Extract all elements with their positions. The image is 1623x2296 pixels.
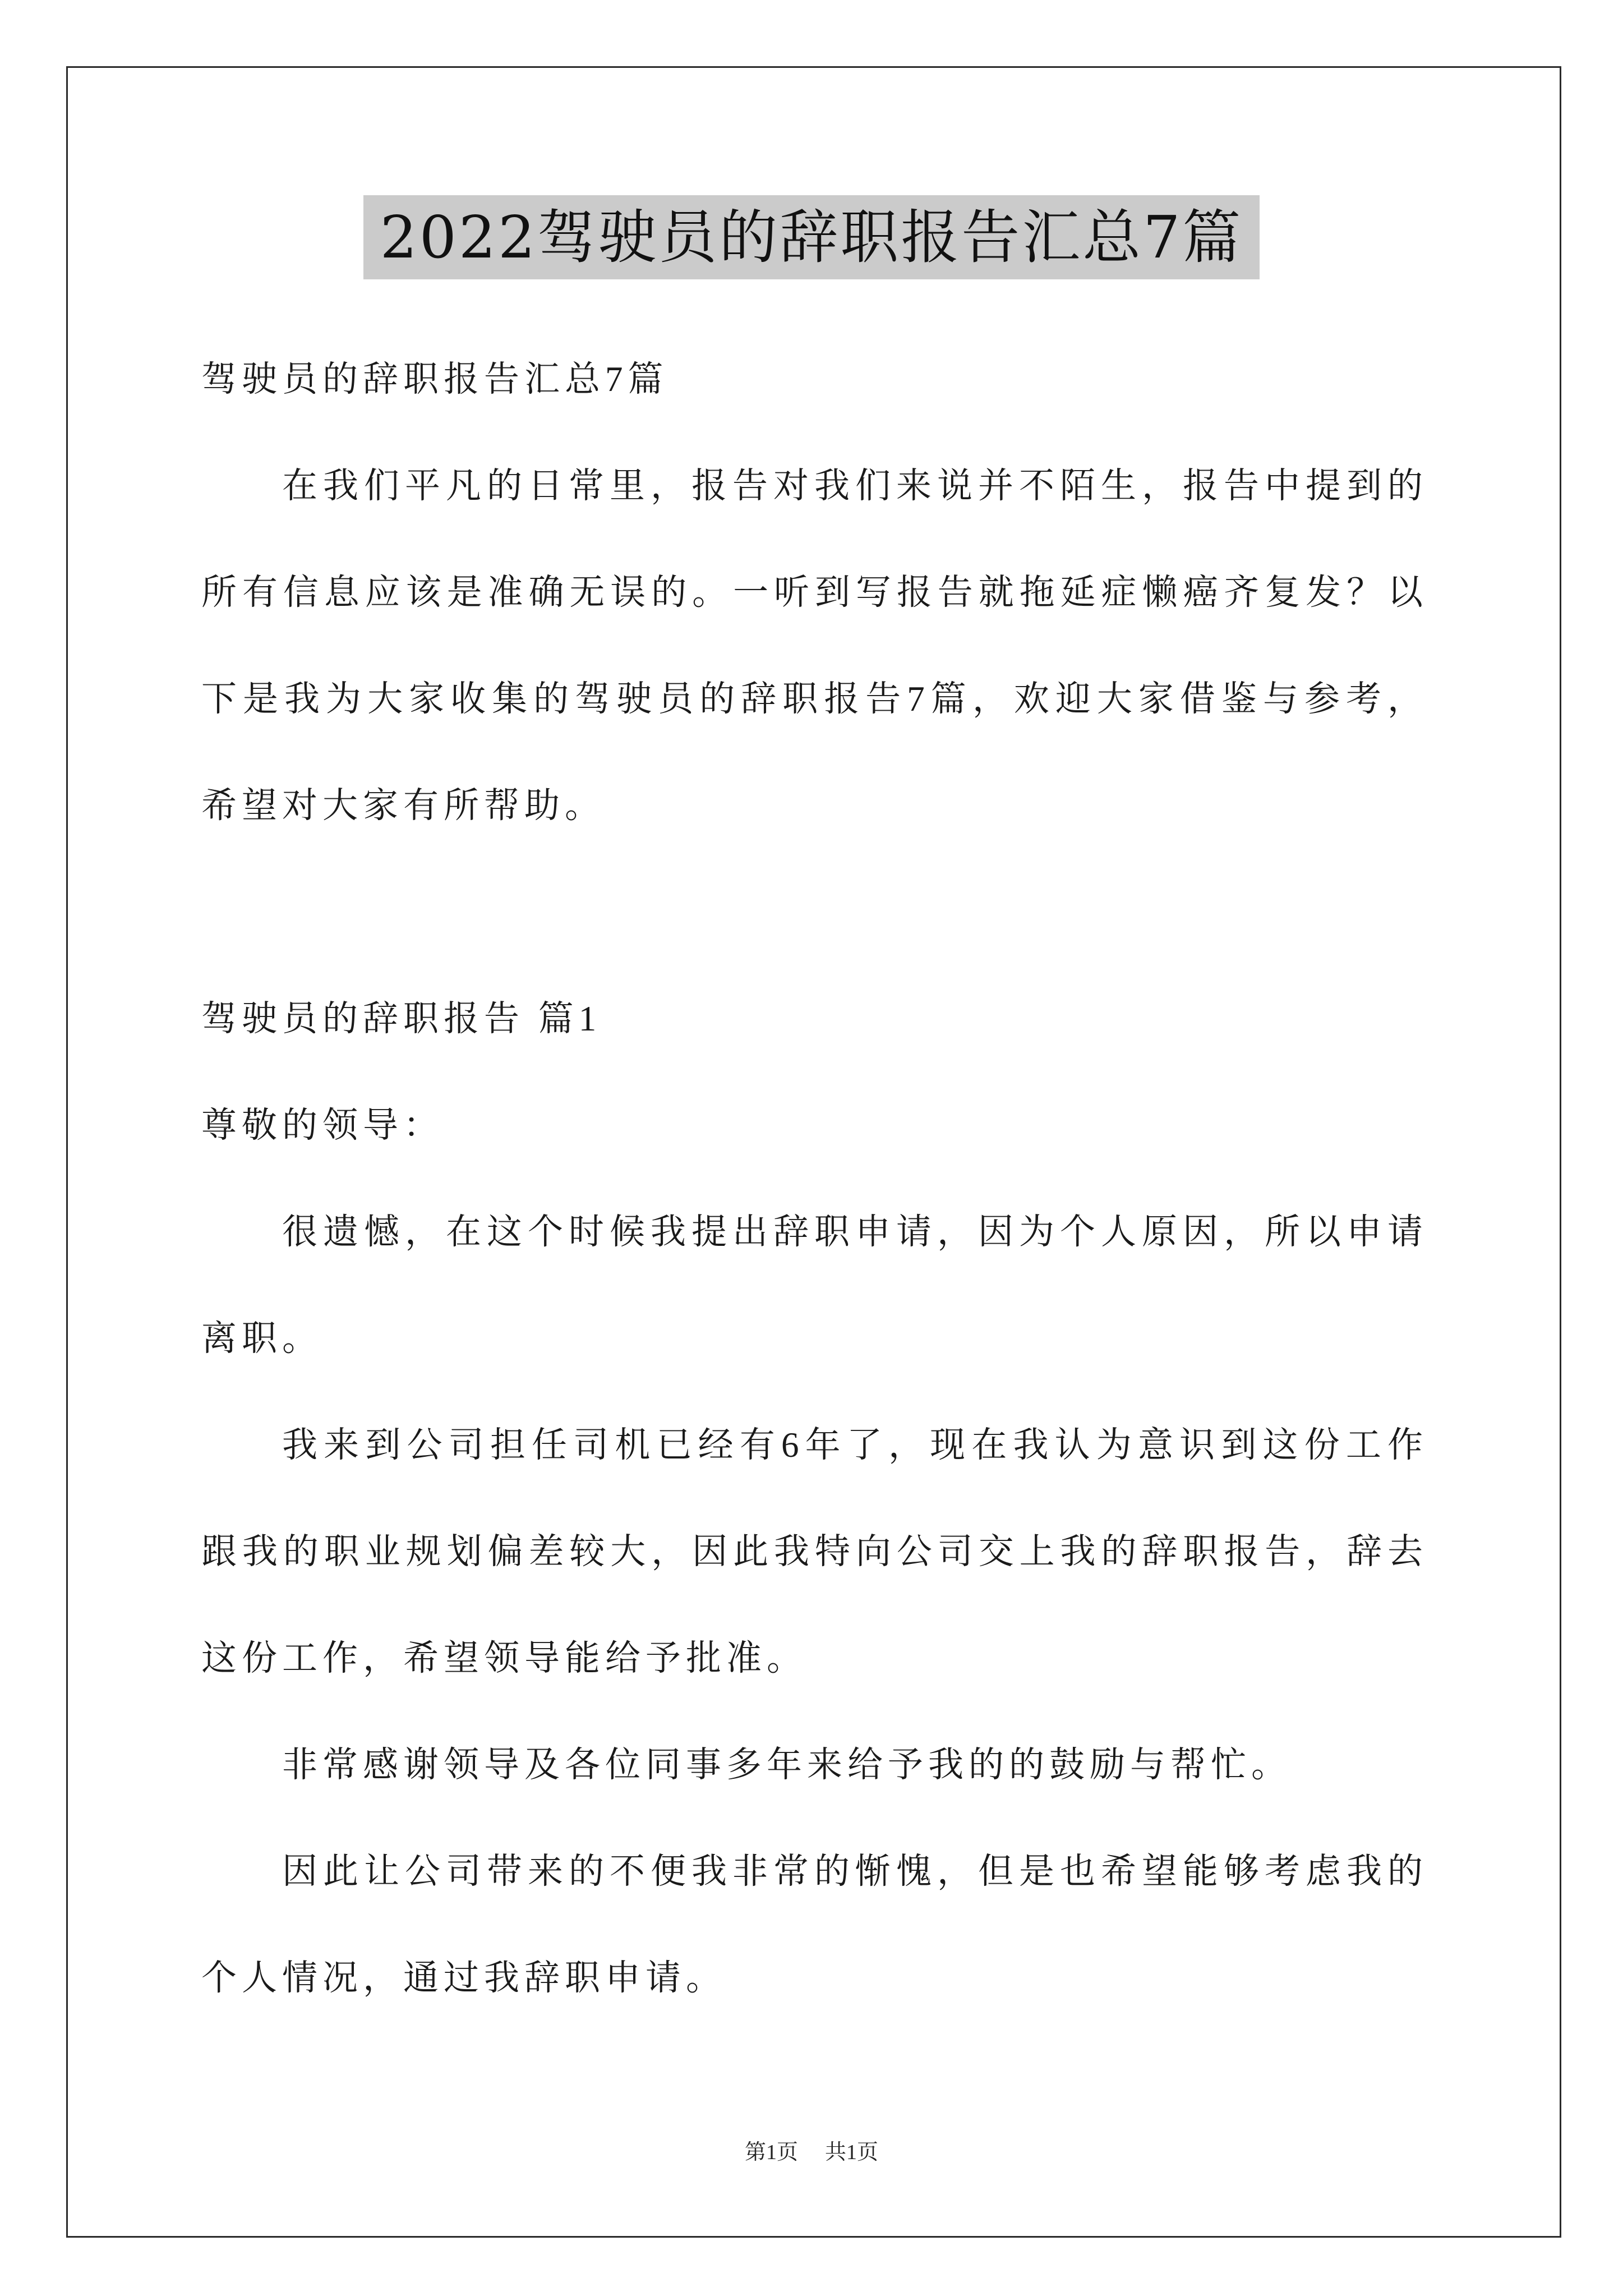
title-highlight: 2022驾驶员的辞职报告汇总7篇 xyxy=(363,195,1260,279)
body-line: 我来到公司担任司机已经有6年了，现在我认为意识到这份工作 xyxy=(282,1425,1428,1465)
document-title xyxy=(0,195,1623,279)
intro-line: 下是我为大家收集的驾驶员的辞职报告7篇，欢迎大家借鉴与参考， xyxy=(201,679,1428,719)
body-line: 非常感谢领导及各位同事多年来给予我的的鼓励与帮忙。 xyxy=(282,1745,1292,1784)
page-total: 共1页 xyxy=(825,2141,879,2164)
document-body xyxy=(201,326,1428,2031)
body-paragraph xyxy=(201,1818,1428,2031)
body-line: 跟我的职业规划偏差较大，因此我特向公司交上我的辞职报告，辞去 xyxy=(201,1532,1428,1571)
page-number: 第1页 xyxy=(744,2141,798,2164)
body-line: 离职。 xyxy=(201,1319,322,1358)
intro-line: 在我们平凡的日常里，报告对我们来说并不陌生，报告中提到的 xyxy=(282,466,1428,505)
body-paragraph xyxy=(201,1179,1428,1392)
intro-line: 希望对大家有所帮助。 xyxy=(201,786,605,825)
intro-line: 所有信息应该是准确无误的。一听到写报告就拖延症懒癌齐复发？以 xyxy=(201,573,1428,612)
body-line: 个人情况，通过我辞职申请。 xyxy=(201,1958,726,1998)
body-line: 很遗憾，在这个时候我提出辞职申请，因为个人原因，所以申请 xyxy=(282,1212,1428,1251)
salutation: 尊敬的领导： xyxy=(201,1106,444,1145)
page-footer xyxy=(0,2138,1623,2166)
body-line: 这份工作，希望领导能给予批准。 xyxy=(201,1639,807,1678)
intro-paragraph xyxy=(201,432,1428,859)
body-paragraph xyxy=(201,1711,1428,1818)
body-line: 因此让公司带来的不便我非常的惭愧，但是也希望能够考虑我的 xyxy=(282,1852,1428,1891)
body-paragraph xyxy=(201,1392,1428,1711)
subtitle: 驾驶员的辞职报告汇总7篇 xyxy=(201,360,668,399)
blank-line xyxy=(201,859,1428,965)
section-heading: 驾驶员的辞职报告 篇1 xyxy=(201,999,602,1038)
